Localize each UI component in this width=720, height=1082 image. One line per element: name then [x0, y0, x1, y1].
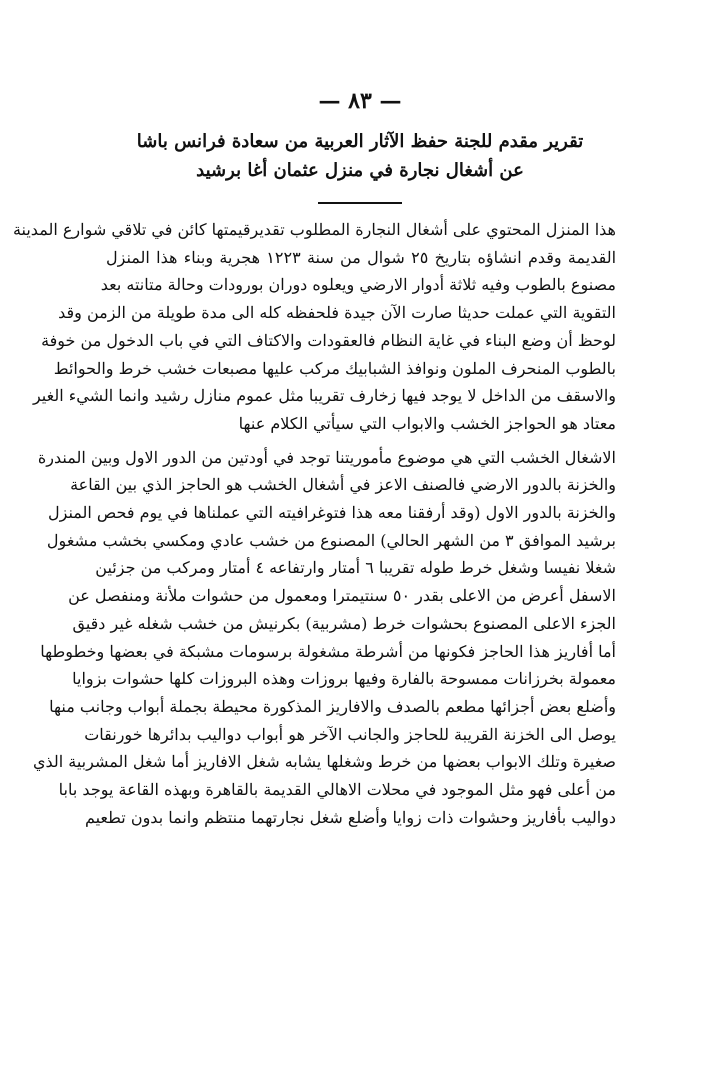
- text-line: لوحظ أن وضع البناء في غاية النظام فالعقودات والاكتاف التي في باب الدخول من خوفة: [41, 330, 616, 350]
- title-divider: [318, 202, 402, 204]
- page-number: — ٨٣ —: [318, 88, 402, 114]
- text-line: معتاد هو الحواجز الخشب والابواب التي سيأتي الكلام عنها: [238, 413, 616, 433]
- text-line: والخزنة بالدور الارضي فالصنف الاعز في أشغال الخشب هو الحاجز الذي بين القاعة: [70, 475, 616, 495]
- paragraph-2: [32, 444, 616, 832]
- text-line: من أعلى فهو مثل الموجود في محلات الاهالي القديمة بالقاهرة وبهذه القاعة يوجد بابا: [58, 780, 616, 800]
- text-line: الجزء الاعلى المصنوع بحشوات خرط (مشربية) بكرنيش من خشب شغله غير دقيق: [72, 613, 616, 633]
- report-body: [12, 216, 617, 831]
- text-line: التقوية التي عملت حديثا صارت الآن جيدة فلحفظه كله الى مدة طويلة من الزمن وقد: [58, 303, 616, 323]
- text-line: مصنوع بالطوب وفيه ثلاثة أدوار الارضي ويعلوه دوران بورودات وحالة متانته بعد: [100, 275, 616, 295]
- text-line: بالطوب المنحرف الملون ونوافذ الشبابيك مركب عليها مصبعات خشب خرط والحوائط: [53, 358, 616, 378]
- text-line: الاشغال الخشب التي هي موضوع مأموريتنا توجد في أودتين من الدور الاول وبين المندرة: [37, 447, 616, 467]
- text-line: شغلا نفيسا وشغل خرط طوله تقريبا ٦ أمتار وارتفاعه ٤ أمتار ومركب من جزئين: [95, 558, 616, 578]
- title-line: تقرير مقدم للجنة حفظ الآثار العربية من سعادة فرانس باشا: [136, 131, 584, 152]
- text-line: القديمة وقدم انشاؤه بتاريخ ٢٥ شوال من سنة ١٢٢٣ هجرية وبناء هذا المنزل: [106, 247, 617, 267]
- text-line: وأضلع بعض أجزائها مطعم بالصدف والافاريز المذكورة محيطة بجملة أبواب وجانب منها: [49, 696, 616, 716]
- text-line: معمولة بخرزانات ممسوحة بالفارة وفيها بروزات وهذه البروزات كلها حشوات بزوايا: [72, 669, 616, 689]
- text-line: يوصل الى الخزنة القريبة للحاجز والجانب الآخر هو أبواب دواليب بدائرها خورنقات: [84, 724, 616, 744]
- text-line: هذا المنزل المحتوي على أشغال النجارة المطلوب تقديرقيمتها كائن في تلاقي شوارع المدينة: [12, 220, 616, 239]
- text-line: برشيد الموافق ٣ من الشهر الحالي) المصنوع من خشب عادي ومكسي بخشب مشغول: [46, 530, 616, 550]
- title-line: عن أشغال نجارة في منزل عثمان أغا برشيد: [196, 160, 524, 181]
- text-line: دواليب بأفاريز وحشوات ذات زوايا وأضلع شغل نجارتهما منتظم وانما بدون تطعيم: [84, 807, 616, 827]
- text-line: أما أفاريز هذا الحاجز فكونها من أشرطة مشغولة برسومات مشبكة في بعضها وخطوطها: [40, 641, 616, 661]
- text-line: والاسقف من الداخل لا يوجد فيها زخارف تقريبا مثل عموم منازل رشيد وانما الشيء الغير: [32, 386, 616, 406]
- text-line: الاسفل أعرض من الاعلى بقدر ٥٠ سنتيمترا ومعمول من حشوات ملأنة ومنفصل عن: [68, 586, 616, 606]
- paragraph-1: [12, 216, 617, 438]
- report-title: [100, 127, 620, 185]
- text-line: صغيرة وتلك الابواب بعضها من خرط وشغلها يشابه شغل الافاريز أما شغل المشربية الذي: [32, 752, 616, 772]
- text-line: والخزنة بالدور الاول (وقد أرفقنا معه هذا فتوغرافيته التي عملناها في يوم فحص المنزل: [47, 503, 616, 523]
